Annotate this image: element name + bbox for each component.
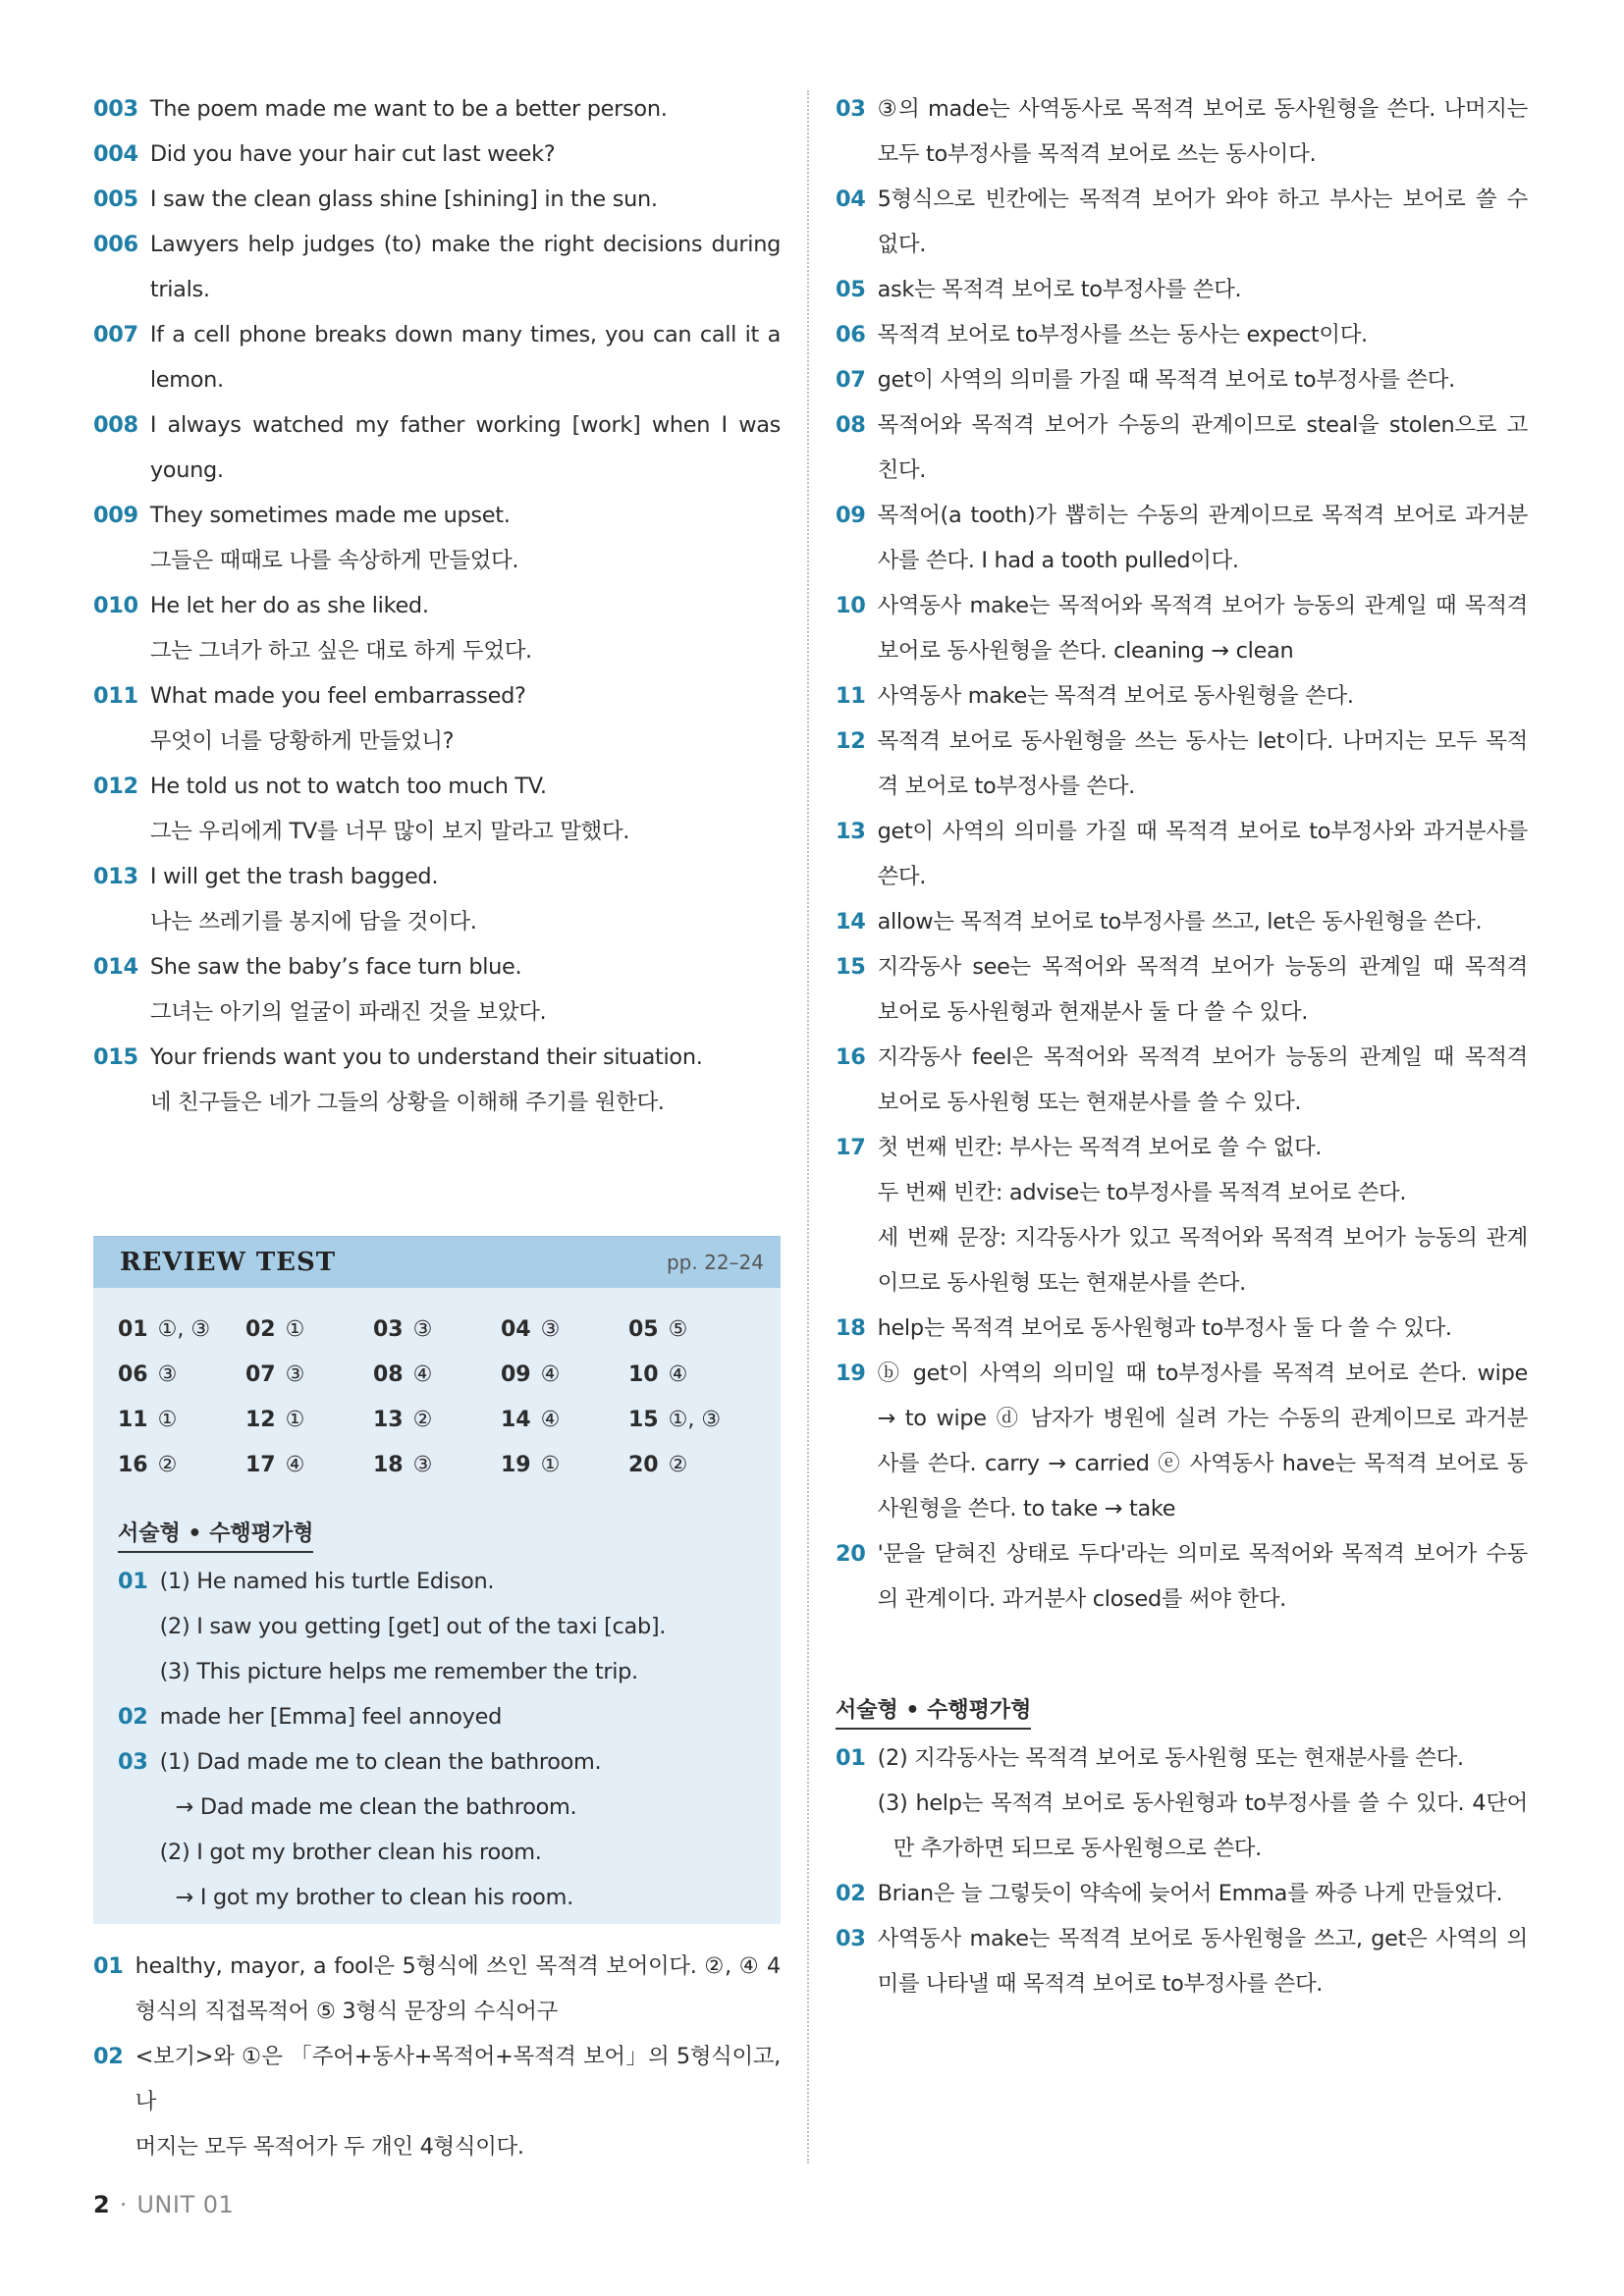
- text-line: They sometimes made me upset.: [149, 503, 511, 528]
- item-number: 01: [93, 1953, 124, 1979]
- item-number: 17: [836, 1135, 866, 1160]
- unit-label: UNIT 01: [136, 2191, 235, 2218]
- explanation-list-left: [93, 1944, 781, 2169]
- item-number: 01: [836, 1745, 866, 1771]
- answer-value: ②: [157, 1453, 178, 1477]
- answer-cell: [373, 1398, 501, 1443]
- explanation-item: [93, 1944, 781, 2034]
- item-number: 09: [836, 503, 866, 528]
- answer-cell: [501, 1353, 628, 1398]
- item-number: 14: [836, 909, 866, 934]
- item-number: 11: [836, 683, 866, 709]
- text-line: 사역동사 make는 목적어와 목적격 보어가 능동의 관계일 때 목적격: [877, 593, 1528, 618]
- sentence-item: [93, 222, 781, 312]
- sentence-item: [93, 493, 781, 583]
- item-number: 02: [93, 2044, 124, 2069]
- item-body: [878, 583, 1528, 673]
- written-explanation-item: [836, 1916, 1528, 2006]
- answer-cell: [628, 1308, 756, 1353]
- sentence-item: [93, 764, 781, 854]
- answer-number: 10: [628, 1362, 659, 1387]
- text-line: → to wipe ⓓ 남자가 병원에 실려 가는 수동의 관계이므로 과거분: [877, 1406, 1528, 1431]
- text-line: (2) 지각동사는 목적격 보어로 동사원형 또는 현재분사를 쓴다.: [877, 1745, 1464, 1771]
- text-line: I saw the clean glass shine [shining] in the sun.: [149, 187, 658, 212]
- text-line: 쓴다.: [877, 864, 927, 889]
- text-line: She saw the baby’s face turn blue.: [149, 954, 522, 980]
- answer-number: 12: [245, 1408, 276, 1432]
- text-line: If a cell phone breaks down many times, you can call it a: [149, 322, 781, 347]
- text-line: 목적어(a tooth)가 뽑히는 수동의 관계이므로 목적격 보어로 과거분: [877, 503, 1528, 528]
- item-body: [878, 719, 1528, 809]
- item-body: [150, 764, 781, 854]
- answer-value: ③: [412, 1317, 433, 1342]
- text-line: I will get the trash bagged.: [149, 864, 439, 889]
- text-line: 세 번째 문장: 지각동사가 있고 목적어와 목적격 보어가 능동의 관계: [877, 1225, 1528, 1251]
- text-line: 목적격 보어로 to부정사를 쓰는 동사는 expect이다.: [877, 322, 1368, 347]
- answer-cell: [628, 1443, 756, 1488]
- explanation-item: [836, 809, 1528, 899]
- column-divider: [807, 90, 809, 2163]
- item-number: 05: [836, 277, 866, 302]
- text-line: I always watched my father working [work] when I was: [149, 412, 781, 438]
- answer-grid: [93, 1288, 781, 1488]
- explanation-item: [836, 1351, 1528, 1531]
- sentence-item: [93, 944, 781, 1035]
- item-body: [878, 673, 1528, 719]
- text-line: 보어로 동사원형을 쓴다. cleaning → clean: [877, 638, 1294, 664]
- text-line: 지각동사 feel은 목적어와 목적격 보어가 능동의 관계일 때 목적격: [877, 1044, 1528, 1070]
- explanation-item: [836, 1125, 1528, 1306]
- sentence-item: [93, 1035, 781, 1125]
- answer-number: 19: [501, 1453, 531, 1477]
- explanation-item: [836, 1306, 1528, 1351]
- answer-number: 06: [118, 1362, 148, 1387]
- item-number: 010: [93, 593, 138, 618]
- item-body: [150, 493, 781, 583]
- text-line: 5형식으로 빈칸에는 목적격 보어가 와야 하고 부사는 보어로 쓸 수: [877, 187, 1528, 212]
- item-body: [878, 809, 1528, 899]
- item-body: [878, 944, 1528, 1035]
- answer-value: ④: [540, 1362, 561, 1387]
- answer-number: 15: [628, 1408, 659, 1432]
- item-number: 04: [836, 187, 866, 212]
- answer-cell: [501, 1443, 628, 1488]
- text-line: trials.: [149, 277, 210, 302]
- answer-cell: [373, 1353, 501, 1398]
- text-line: '문을 닫혀진 상태로 두다'라는 의미로 목적어와 목적격 보어가 수동: [877, 1541, 1528, 1567]
- answer-number: 04: [501, 1317, 531, 1342]
- answer-number: 03: [373, 1317, 404, 1342]
- item-body: [878, 1735, 1528, 1871]
- item-body: [878, 1871, 1528, 1916]
- answer-value: ①, ③: [668, 1408, 722, 1432]
- item-body: [878, 357, 1528, 402]
- item-number: 007: [93, 322, 138, 347]
- text-line: 그는 우리에게 TV를 너무 많이 보지 말라고 말했다.: [149, 819, 630, 844]
- answer-number: 09: [501, 1362, 531, 1387]
- item-body: [878, 312, 1528, 357]
- text-line: 그녀는 아기의 얼굴이 파래진 것을 보았다.: [149, 999, 547, 1025]
- answer-cell: [245, 1353, 373, 1398]
- explanation-item: [836, 899, 1528, 944]
- text-line: Your friends want you to understand their situation.: [149, 1044, 703, 1070]
- text-line: (2) I saw you getting [get] out of the taxi [cab].: [159, 1614, 667, 1639]
- explanation-item: [836, 493, 1528, 583]
- sentence-item: [93, 132, 781, 177]
- right-written-explanations: [836, 1735, 1528, 2006]
- item-number: 012: [93, 774, 138, 799]
- answer-number: 02: [245, 1317, 276, 1342]
- item-body: [150, 222, 781, 312]
- text-line: 모두 to부정사를 목적격 보어로 쓰는 동사이다.: [877, 141, 1317, 167]
- review-test-pages: pp. 22–24: [666, 1251, 764, 1274]
- answer-value: ①: [540, 1453, 561, 1477]
- item-body: [150, 1035, 781, 1125]
- text-line: get이 사역의 의미를 가질 때 목적격 보어로 to부정사를 쓴다.: [877, 367, 1455, 393]
- item-body: [878, 86, 1528, 177]
- item-body: [160, 1694, 781, 1739]
- item-number: 16: [836, 1044, 866, 1070]
- item-number: 008: [93, 412, 138, 438]
- item-number: 009: [93, 503, 138, 528]
- answer-cell: [118, 1353, 245, 1398]
- written-answer-item: [93, 1559, 781, 1694]
- answer-number: 07: [245, 1362, 276, 1387]
- item-number: 005: [93, 187, 138, 212]
- item-number: 02: [118, 1704, 148, 1730]
- text-line: 사역동사 make는 목적격 보어로 동사원형을 쓰고, get은 사역의 의: [877, 1926, 1528, 1951]
- text-line: 격 보어로 to부정사를 쓴다.: [877, 774, 1136, 799]
- item-body: [878, 899, 1528, 944]
- item-body: [878, 177, 1528, 267]
- explanation-item: [836, 312, 1528, 357]
- review-test-header: [93, 1236, 781, 1288]
- explanation-item: [836, 944, 1528, 1035]
- text-line: young.: [149, 457, 224, 483]
- explanation-item: [836, 583, 1528, 673]
- item-body: [878, 493, 1528, 583]
- item-body: [878, 1916, 1528, 2006]
- answer-number: 16: [118, 1453, 148, 1477]
- item-number: 19: [836, 1361, 866, 1386]
- right-written-subheading: 서술형 • 수행평가형: [836, 1694, 1031, 1730]
- explanation-item: [836, 402, 1528, 493]
- item-body: [150, 854, 781, 944]
- text-line: (1) Dad made me to clean the bathroom.: [159, 1749, 602, 1775]
- text-line: 그는 그녀가 하고 싶은 대로 하게 두었다.: [149, 638, 532, 664]
- answer-value: ①: [157, 1408, 178, 1432]
- sentence-item: [93, 673, 781, 764]
- item-number: 03: [836, 96, 866, 122]
- explanation-item: [836, 177, 1528, 267]
- text-line: Brian은 늘 그렇듯이 약속에 늦어서 Emma를 짜증 나게 만들었다.: [877, 1881, 1503, 1906]
- answer-cell: [245, 1443, 373, 1488]
- answer-cell: [373, 1308, 501, 1353]
- text-line: get이 사역의 의미를 가질 때 목적격 보어로 to부정사와 과거분사를: [877, 819, 1528, 844]
- right-column: [836, 86, 1528, 2006]
- answer-cell: [501, 1398, 628, 1443]
- text-line: 의 관계이다. 과거분사 closed를 써야 한다.: [877, 1586, 1286, 1612]
- item-body: [878, 1351, 1528, 1531]
- item-body: [878, 1531, 1528, 1622]
- item-body: [150, 583, 781, 673]
- text-line: ③의 made는 사역동사로 목적격 보어로 동사원형을 쓴다. 나머지는: [877, 96, 1528, 122]
- item-number: 18: [836, 1315, 866, 1341]
- text-line: 나는 쓰레기를 봉지에 담을 것이다.: [149, 909, 477, 934]
- item-body: [150, 177, 781, 222]
- item-number: 10: [836, 593, 866, 618]
- answer-cell: [118, 1443, 245, 1488]
- text-line: <보기>와 ①은 「주어+동사+목적어+목적격 보어」의 5형식이고, 나: [135, 2044, 781, 2114]
- text-line: help는 목적격 보어로 동사원형과 to부정사 둘 다 쓸 수 있다.: [877, 1315, 1452, 1341]
- item-number: 15: [836, 954, 866, 980]
- answer-value: ③: [412, 1453, 433, 1477]
- answer-cell: [628, 1353, 756, 1398]
- item-number: 03: [836, 1926, 866, 1951]
- answer-number: 20: [628, 1453, 659, 1477]
- left-column: [93, 86, 781, 2169]
- text-line: He told us not to watch too much TV.: [149, 774, 547, 799]
- item-body: [878, 1306, 1528, 1351]
- text-line: What made you feel embarrassed?: [149, 683, 526, 709]
- item-body: [150, 312, 781, 402]
- text-line: 미를 나타낼 때 목적격 보어로 to부정사를 쓴다.: [877, 1971, 1324, 1997]
- review-test-title: REVIEW TEST: [120, 1248, 337, 1277]
- explanation-item: [93, 2034, 781, 2169]
- text-line: 목적격 보어로 동사원형을 쓰는 동사는 let이다. 나머지는 모두 목적: [877, 728, 1528, 754]
- written-answers: [93, 1559, 781, 1920]
- item-number: 03: [118, 1749, 148, 1775]
- text-line: Lawyers help judges (to) make the right decisions during: [149, 232, 781, 257]
- answer-value: ②: [412, 1408, 433, 1432]
- text-line: 네 친구들은 네가 그들의 상황을 이해해 주기를 원한다.: [149, 1090, 665, 1115]
- answer-value: ③: [540, 1317, 561, 1342]
- explanation-list-right: [836, 86, 1528, 1622]
- sentence-item: [93, 312, 781, 402]
- item-body: [150, 944, 781, 1035]
- written-explanation-item: [836, 1871, 1528, 1916]
- answer-value: ①: [285, 1408, 305, 1432]
- written-answer-item: [93, 1739, 781, 1920]
- text-line: 사역동사 make는 목적격 보어로 동사원형을 쓴다.: [877, 683, 1354, 709]
- item-body: [160, 1559, 781, 1694]
- item-number: 02: [836, 1881, 866, 1906]
- item-number: 08: [836, 412, 866, 438]
- answer-number: 11: [118, 1408, 148, 1432]
- item-body: [150, 132, 781, 177]
- text-line: Did you have your hair cut last week?: [149, 141, 556, 167]
- explanation-item: [836, 719, 1528, 809]
- item-number: 07: [836, 367, 866, 393]
- text-line: 그들은 때때로 나를 속상하게 만들었다.: [149, 548, 519, 573]
- item-number: 12: [836, 728, 866, 754]
- item-number: 06: [836, 322, 866, 347]
- text-line: 사를 쓴다. carry → carried ⓔ 사역동사 have는 목적격 보어로 동: [877, 1451, 1528, 1476]
- answer-cell: [245, 1398, 373, 1443]
- item-body: [150, 86, 781, 132]
- sentence-item: [93, 86, 781, 132]
- text-line: (3) help는 목적격 보어로 동사원형과 to부정사를 쓸 수 있다. 4단어: [877, 1790, 1528, 1816]
- written-subheading: 서술형 • 수행평가형: [118, 1518, 313, 1553]
- answer-number: 08: [373, 1362, 404, 1387]
- item-number: 015: [93, 1044, 138, 1070]
- item-body: [150, 673, 781, 764]
- answer-cell: [118, 1308, 245, 1353]
- text-line: 머지는 모두 목적어가 두 개인 4형식이다.: [135, 2134, 524, 2160]
- sentence-list: [93, 86, 781, 1125]
- answer-value: ④: [285, 1453, 305, 1477]
- answer-number: 18: [373, 1453, 404, 1477]
- item-body: [150, 402, 781, 493]
- text-line: → I got my brother to clean his room.: [175, 1885, 573, 1910]
- explanation-item: [836, 673, 1528, 719]
- answer-value: ④: [540, 1408, 561, 1432]
- explanation-item: [836, 86, 1528, 177]
- text-line: 이므로 동사원형 또는 현재분사를 쓴다.: [877, 1270, 1246, 1296]
- sentence-item: [93, 177, 781, 222]
- text-line: healthy, mayor, a fool은 5형식에 쓰인 목적격 보어이다. ②, ④ 4: [135, 1953, 781, 1979]
- item-body: [135, 2034, 781, 2169]
- sentence-item: [93, 402, 781, 493]
- item-body: [878, 1125, 1528, 1306]
- answer-number: 14: [501, 1408, 531, 1432]
- answer-cell: [245, 1308, 373, 1353]
- page-number: 2: [93, 2191, 110, 2218]
- item-number: 01: [118, 1569, 148, 1594]
- text-line: (2) I got my brother clean his room.: [159, 1840, 542, 1865]
- item-number: 20: [836, 1541, 866, 1567]
- answer-value: ①, ③: [157, 1317, 211, 1342]
- written-explanation-item: [836, 1735, 1528, 1871]
- answer-number: 05: [628, 1317, 659, 1342]
- item-number: 004: [93, 141, 138, 167]
- text-line: 만 추가하면 되므로 동사원형으로 쓴다.: [893, 1836, 1262, 1861]
- text-line: 사원형을 쓴다. to take → take: [877, 1496, 1176, 1522]
- answer-number: 17: [245, 1453, 276, 1477]
- text-line: 지각동사 see는 목적어와 목적격 보어가 능동의 관계일 때 목적격: [877, 954, 1528, 980]
- answer-value: ②: [668, 1453, 688, 1477]
- text-line: 보어로 동사원형 또는 현재분사를 쓸 수 있다.: [877, 1090, 1302, 1115]
- answer-value: ④: [668, 1362, 688, 1387]
- text-line: (3) This picture helps me remember the trip.: [159, 1659, 638, 1684]
- text-line: allow는 목적격 보어로 to부정사를 쓰고, let은 동사원형을 쓴다.: [877, 909, 1483, 934]
- footer-separator: ·: [119, 2191, 128, 2218]
- explanation-item: [836, 357, 1528, 402]
- text-line: 무엇이 너를 당황하게 만들었니?: [149, 728, 455, 754]
- item-body: [878, 267, 1528, 312]
- item-number: 003: [93, 96, 138, 122]
- text-line: made her [Emma] feel annoyed: [159, 1704, 502, 1730]
- text-line: 없다.: [877, 232, 927, 257]
- item-body: [135, 1944, 781, 2034]
- item-number: 011: [93, 683, 138, 709]
- sentence-item: [93, 854, 781, 944]
- text-line: 사를 쓴다. I had a tooth pulled이다.: [877, 548, 1239, 573]
- text-line: The poem made me want to be a better person.: [149, 96, 668, 122]
- text-line: 첫 번째 빈칸: 부사는 목적격 보어로 쓸 수 없다.: [877, 1135, 1323, 1160]
- item-body: [878, 402, 1528, 493]
- written-answer-item: [93, 1694, 781, 1739]
- answer-cell: [118, 1398, 245, 1443]
- page-footer: [93, 2185, 234, 2224]
- item-number: 006: [93, 232, 138, 257]
- explanation-item: [836, 267, 1528, 312]
- sentence-item: [93, 583, 781, 673]
- item-number: 13: [836, 819, 866, 844]
- item-number: 013: [93, 864, 138, 889]
- answer-value: ④: [412, 1362, 433, 1387]
- text-line: 두 번째 빈칸: advise는 to부정사를 목적격 보어로 쓴다.: [877, 1180, 1407, 1205]
- text-line: 형식의 직접목적어 ⑤ 3형식 문장의 수식어구: [135, 1999, 558, 2024]
- review-test-box: [93, 1236, 781, 1924]
- text-line: ⓑ get이 사역의 의미일 때 to부정사를 목적격 보어로 쓴다. wipe: [877, 1361, 1528, 1386]
- answer-value: ③: [157, 1362, 178, 1387]
- text-line: lemon.: [149, 367, 224, 393]
- text-line: ask는 목적격 보어로 to부정사를 쓴다.: [877, 277, 1242, 302]
- answer-cell: [501, 1308, 628, 1353]
- item-body: [878, 1035, 1528, 1125]
- answer-cell: [373, 1443, 501, 1488]
- answer-number: 01: [118, 1317, 148, 1342]
- item-body: [160, 1739, 781, 1920]
- text-line: (1) He named his turtle Edison.: [159, 1569, 495, 1594]
- text-line: He let her do as she liked.: [149, 593, 429, 618]
- answer-cell: [628, 1398, 756, 1443]
- explanation-item: [836, 1035, 1528, 1125]
- answer-value: ①: [285, 1317, 305, 1342]
- answer-number: 13: [373, 1408, 404, 1432]
- answer-value: ③: [285, 1362, 305, 1387]
- answer-value: ⑤: [668, 1317, 688, 1342]
- text-line: → Dad made me clean the bathroom.: [175, 1794, 577, 1820]
- item-number: 014: [93, 954, 138, 980]
- text-line: 목적어와 목적격 보어가 수동의 관계이므로 steal을 stolen으로 고: [877, 412, 1528, 438]
- text-line: 친다.: [877, 457, 927, 483]
- text-line: 보어로 동사원형과 현재분사 둘 다 쓸 수 있다.: [877, 999, 1309, 1025]
- explanation-item: [836, 1531, 1528, 1622]
